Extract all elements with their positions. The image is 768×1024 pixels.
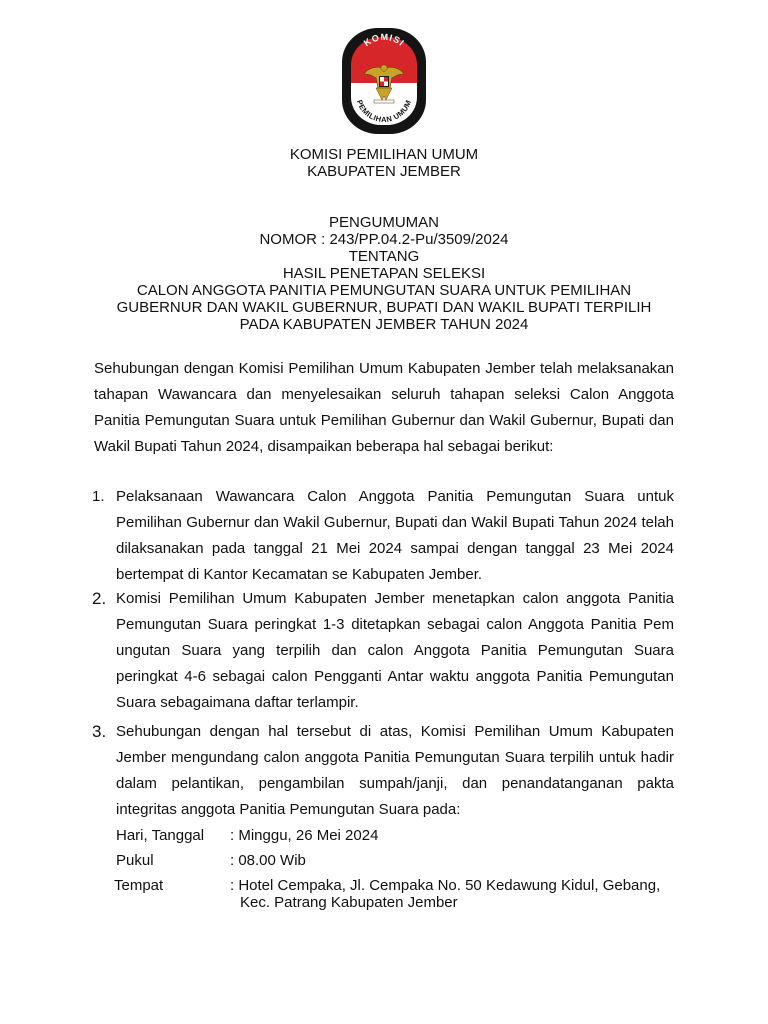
announcement-title-line: GUBERNUR DAN WAKIL GUBERNUR, BUPATI DAN WAKIL BUPATI TERPILIH	[116, 299, 652, 316]
list-item-number: 1.	[92, 488, 105, 505]
logo-top-text: KOMISI	[361, 31, 407, 49]
place-value-line1: : Hotel Cempaka, Jl. Cempaka No. 50 Kedawung Kidul, Gebang,	[230, 877, 661, 894]
announcement-title-line: CALON ANGGOTA PANITIA PEMUNGUTAN SUARA UNTUK PEMILIHAN	[136, 282, 632, 299]
list-item-number: 3.	[92, 722, 107, 741]
place-value-line2: Kec. Patrang Kabupaten Jember	[240, 894, 458, 911]
list-item	[92, 586, 674, 716]
logo-bottom-text: PEMILIHAN UMUM	[354, 98, 414, 125]
list-item-text: Komisi Pemilihan Umum Kabupaten Jember menetapkan calon anggota Panitia Pemungutan Suara peringkat 1-3 ditetapkan sebagai calon Anggota Panitia Pem ungutan Suara yang terpilih dan calon Anggota Panitia Pemungutan Suara peringkat 4-6 sebagai calon Pengganti Antar waktu anggota Panitia Pemungutan Suara sebagaimana daftar terlampir.	[116, 590, 674, 711]
org-name: KOMISI PEMILIHAN UMUM	[289, 146, 479, 163]
place-label: Tempat	[114, 877, 164, 894]
announcement-title-line: PADA KABUPATEN JEMBER TAHUN 2024	[239, 316, 529, 333]
org-regency: KABUPATEN JEMBER	[307, 163, 461, 180]
intro-paragraph: Sehubungan dengan Komisi Pemilihan Umum Kabupaten Jember telah melaksanakan tahapan Wawancara dan menyelesaikan seluruh tahapan seleksi Calon Anggota Panitia Pemungutan Suara untuk Pemilihan Gubernur dan Wakil Gubernur, Bupati dan Wakil Bupati Tahun 2024, disampaikan beberapa hal sebagai berikut:	[94, 360, 674, 455]
date-label: Hari, Tanggal	[116, 827, 205, 844]
time-label: Pukul	[116, 852, 154, 869]
announcement-type: PENGUMUMAN	[328, 214, 439, 231]
org-header	[0, 146, 768, 180]
list-item	[92, 484, 674, 588]
list-item-text: Sehubungan dengan hal tersebut di atas, Komisi Pemilihan Umum Kabupaten Jember mengundang calon anggota Panitia Pemungutan Suara terpilih untuk hadir dalam pelantikan, pengambilan sumpah/janji, dan penandatanganan pakta integritas anggota Panitia Pemungutan Suara pada:	[116, 723, 674, 818]
date-value: : Minggu, 26 Mei 2024	[230, 827, 379, 844]
announcement-title-line: HASIL PENETAPAN SELEKSI	[282, 265, 486, 282]
announcement-about: TENTANG	[348, 248, 420, 265]
announcement-number: NOMOR : 243/PP.04.2-Pu/3509/2024	[259, 231, 509, 248]
kpu-logo	[342, 28, 426, 134]
list-item-text: Pelaksanaan Wawancara Calon Anggota Panitia Pemungutan Suara untuk Pemilihan Gubernur dan Wakil Gubernur, Bupati dan Wakil Bupati Tahun 2024 telah dilaksanakan pada tanggal 21 Mei 2024 sampai dengan tanggal 23 Mei 2024 bertempat di Kantor Kecamatan se Kabupaten Jember.	[116, 488, 674, 583]
announcement-header	[0, 214, 768, 333]
time-value: : 08.00 Wib	[230, 852, 306, 869]
list-item	[92, 719, 674, 823]
list-item-number: 2.	[92, 589, 107, 608]
